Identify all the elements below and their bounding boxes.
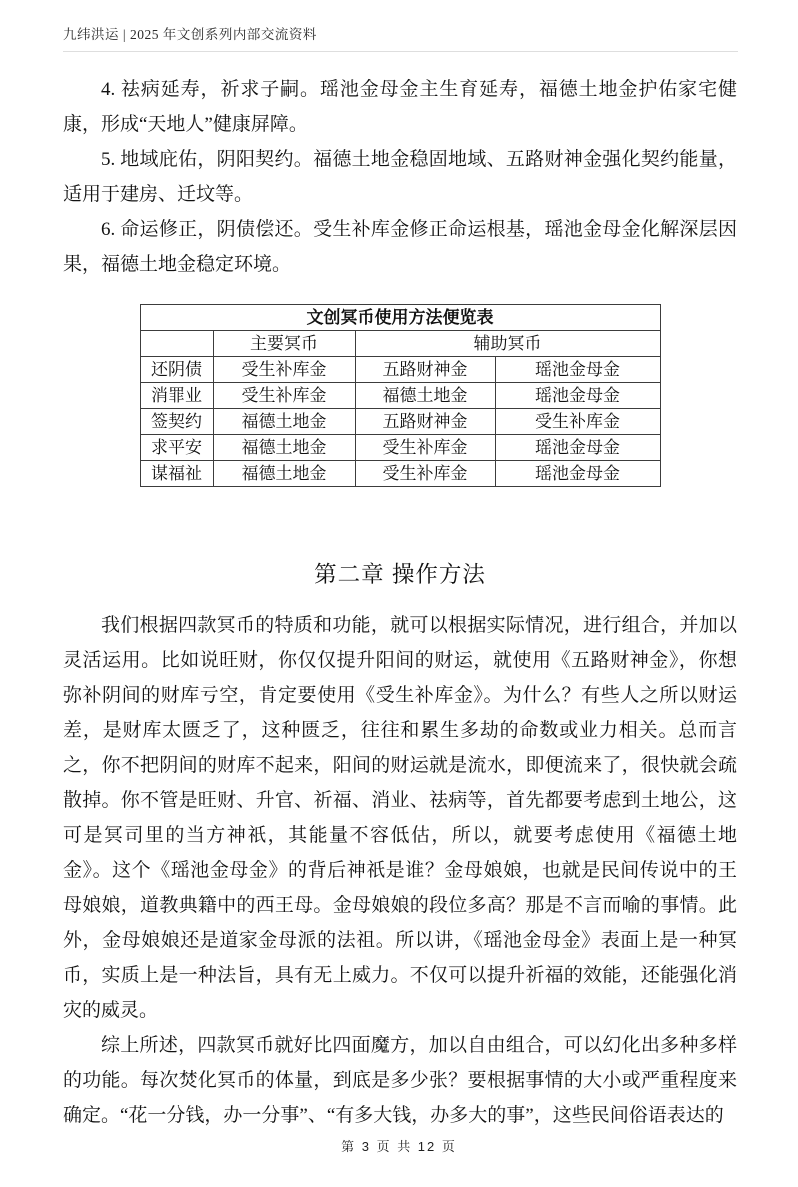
table-cell: 福德土地金 <box>213 435 355 461</box>
table-cell: 福德土地金 <box>355 383 495 409</box>
table-cell: 受生补库金 <box>213 383 355 409</box>
table-cell: 福德土地金 <box>213 409 355 435</box>
table-cell: 瑶池金母金 <box>495 435 660 461</box>
table-cell: 瑶池金母金 <box>495 383 660 409</box>
intro-paragraph-4: 4. 祛病延寿，祈求子嗣。瑶池金母金主生育延寿，福德土地金护佑家宅健康，形成“天地人”健康屏障。 <box>63 79 737 135</box>
table-row <box>140 383 660 409</box>
table-header-main: 主要冥币 <box>213 331 355 357</box>
table-cell: 受生补库金 <box>213 357 355 383</box>
table-cell: 求平安 <box>140 435 213 461</box>
table-title-row <box>140 305 660 331</box>
table-header-aux: 辅助冥币 <box>355 331 660 357</box>
header-text: 九纬洪运 | 2025 年文创系列内部交流资料 <box>63 27 317 42</box>
table-cell: 受生补库金 <box>355 435 495 461</box>
table-cell: 消罪业 <box>140 383 213 409</box>
table-cell: 受生补库金 <box>495 409 660 435</box>
body-paragraph-1: 我们根据四款冥币的特质和功能，就可以根据实际情况，进行组合，并加以灵活运用。比如说旺财，你仅仅提升阳间的财运，就使用《五路财神金》，你想弥补阴间的财库亏空，肯定要使用《受生补库金》。为什么？有些人之所以财运差，是财库太匮乏了，这种匮乏，往往和累生多劫的命数或业力相关。总而言之，你不把阴间的财库不起来，阳间的财运就是流水，即便流来了，很快就会疏散掉。你不管是旺财、升官、祈福、消业、祛病等，首先都要考虑到土地公，这可是冥司里的当方神祇，其能量不容低估，所以，就要考虑使用《福德土地金》。这个《瑶池金母金》的背后神祇是谁？金母娘娘，也就是民间传说中的王母娘娘，道教典籍中的西王母。金母娘娘的段位多高？那是不言而喻的事情。此外，金母娘娘还是道家金母派的法祖。所以讲，《瑶池金母金》表面上是一种冥币，实质上是一种法旨，具有无上威力。不仅可以提升祈福的效能，还能强化消灾的威灵。 <box>63 615 737 1021</box>
table-cell: 五路财神金 <box>355 357 495 383</box>
body-paragraph-2: 综上所述，四款冥币就好比四面魔方，加以自由组合，可以幻化出多种多样的功能。每次焚化冥币的体量，到底是多少张？要根据事情的大小或严重程度来确定。“花一分钱，办一分事”、“有多大钱，办多大的事”，这些民间俗语表达的 <box>63 1035 737 1126</box>
table-row <box>140 357 660 383</box>
table-row <box>140 461 660 487</box>
page-footer <box>0 1136 798 1155</box>
table-row <box>140 435 660 461</box>
intro-paragraph-6: 6. 命运修正，阴债偿还。受生补库金修正命运根基，瑶池金母金化解深层因果，福德土地金稳定环境。 <box>63 219 737 275</box>
table-corner-cell <box>140 331 213 357</box>
table-cell: 签契约 <box>140 409 213 435</box>
table-cell: 瑶池金母金 <box>495 461 660 487</box>
table-cell: 五路财神金 <box>355 409 495 435</box>
page-number: 第 3 页 共 12 页 <box>341 1139 457 1154</box>
table-cell: 受生补库金 <box>355 461 495 487</box>
table-cell: 还阴债 <box>140 357 213 383</box>
currency-usage-table <box>140 304 661 487</box>
table-header-row <box>140 331 660 357</box>
page-header <box>63 23 738 52</box>
table-title: 文创冥币使用方法便览表 <box>140 305 660 331</box>
table-row <box>140 409 660 435</box>
table-cell: 瑶池金母金 <box>495 357 660 383</box>
table-cell: 福德土地金 <box>213 461 355 487</box>
table-cell: 谋福祉 <box>140 461 213 487</box>
page-content <box>63 72 737 1133</box>
intro-paragraph-5: 5. 地域庇佑，阴阳契约。福德土地金稳固地域、五路财神金强化契约能量，适用于建房、迁坟等。 <box>63 149 737 205</box>
chapter-heading: 第二章 操作方法 <box>314 562 486 587</box>
